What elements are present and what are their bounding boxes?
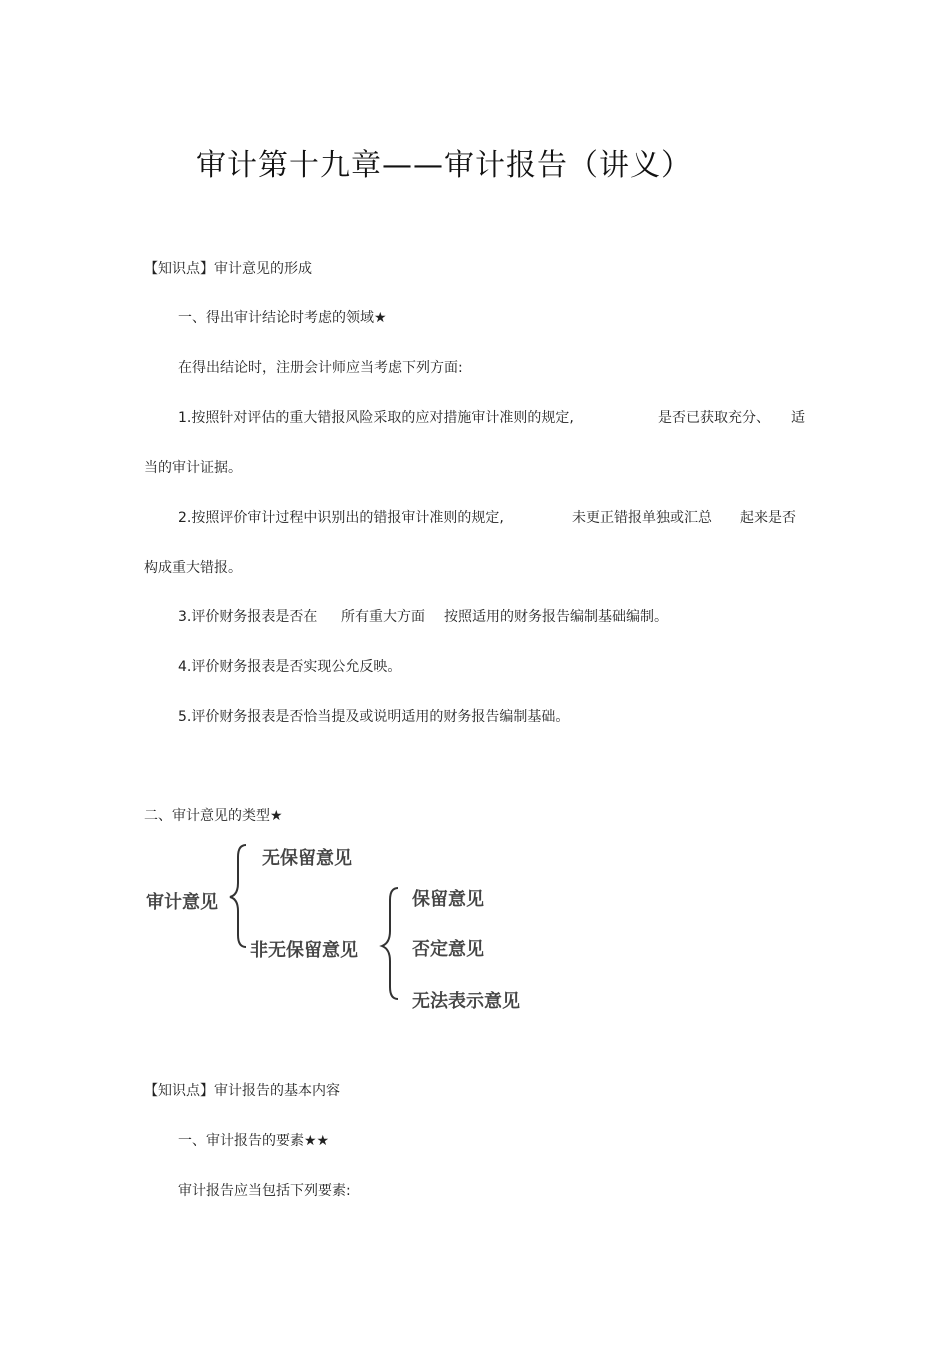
list-item-text: 适 [791, 410, 805, 426]
section-heading: 二、审计意见的类型★ [144, 808, 283, 824]
list-item-continuation: 构成重大错报。 [144, 560, 242, 576]
section-heading: 一、审计报告的要素★★ [178, 1133, 330, 1149]
list-item-text: 1.按照针对评估的重大错报风险采取的应对措施审计准则的规定, [178, 410, 574, 426]
list-item [178, 408, 818, 428]
list-item-text: 未更正错报单独或汇总 [572, 510, 712, 526]
list-item-text: 2.按照评价审计过程中识别出的错报审计准则的规定, [178, 510, 504, 526]
list-item [178, 607, 818, 627]
brace-right [382, 888, 398, 999]
diagram-modified-label: 非无保留意见 [250, 940, 358, 961]
page-title: 审计第十九章——审计报告（讲义） [196, 148, 692, 183]
list-item-text: 是否已获取充分、 [658, 410, 770, 426]
knowledge-point-heading: 【知识点】审计报告的基本内容 [144, 1083, 340, 1099]
paragraph: 审计报告应当包括下列要素: [178, 1183, 351, 1199]
list-item-text: 起来是否 [740, 510, 796, 526]
list-item-continuation: 当的审计证据。 [144, 460, 242, 476]
diagram-unmodified-label: 无保留意见 [262, 848, 352, 869]
diagram-adverse-label: 否定意见 [412, 939, 484, 960]
list-item [178, 508, 818, 528]
opinion-types-diagram [0, 835, 950, 1020]
knowledge-point-heading: 【知识点】审计意见的形成 [144, 261, 312, 277]
brace-left [230, 845, 246, 947]
list-item: 5.评价财务报表是否恰当提及或说明适用的财务报告编制基础。 [178, 709, 570, 725]
diagram-root-label: 审计意见 [146, 892, 218, 913]
section-heading: 一、得出审计结论时考虑的领域★ [178, 310, 387, 326]
list-item-text: 3.评价财务报表是否在 [178, 609, 318, 625]
paragraph: 在得出结论时，注册会计师应当考虑下列方面: [178, 360, 463, 376]
list-item-text: 按照适用的财务报告编制基础编制。 [444, 609, 668, 625]
diagram-qualified-label: 保留意见 [412, 889, 484, 910]
diagram-disclaimer-label: 无法表示意见 [412, 991, 520, 1012]
list-item: 4.评价财务报表是否实现公允反映。 [178, 659, 402, 675]
list-item-text: 所有重大方面 [341, 609, 425, 625]
